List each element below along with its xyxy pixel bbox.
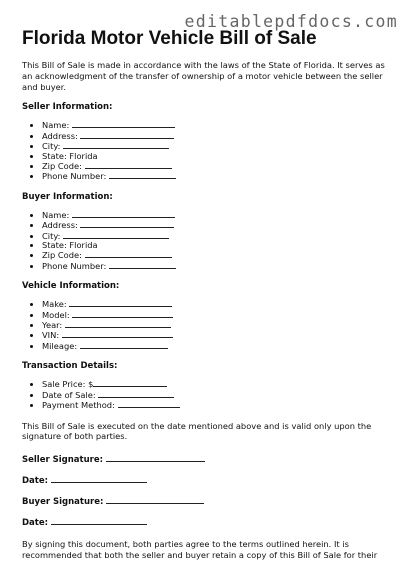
buyer-address-item: • Address:: [42, 220, 394, 230]
seller-date-row: Date:: [22, 475, 394, 487]
buyer-state-item: • State: Florida: [42, 241, 394, 250]
vehicle-vin-line[interactable]: [62, 330, 173, 338]
transaction-section: [22, 361, 394, 410]
seller-date-line[interactable]: [51, 475, 147, 483]
buyer-date-line[interactable]: [51, 517, 147, 525]
buyer-zip-line[interactable]: [85, 250, 172, 258]
sale-date-line[interactable]: [98, 390, 174, 398]
transaction-fields: [22, 379, 394, 410]
buyer-name-item: • Name:: [42, 210, 394, 220]
seller-name-item: • Name:: [42, 120, 394, 130]
document-page: [22, 28, 394, 561]
seller-phone-item: • Phone Number:: [42, 171, 394, 181]
payment-method-item: • Payment Method:: [42, 400, 394, 410]
buyer-section: [22, 192, 394, 271]
seller-name-line[interactable]: [72, 120, 175, 128]
seller-city-line[interactable]: [63, 141, 169, 149]
vehicle-section: [22, 281, 394, 351]
closing-paragraph: By signing this document, both parties agree to the terms outlined herein. It is recommended that both the seller and buyer retain a copy of this Bill of Sale for their: [22, 539, 378, 560]
buyer-name-line[interactable]: [72, 210, 175, 218]
watermark: editablepdfdocs.com: [184, 12, 398, 31]
document-title: Florida Motor Vehicle Bill of Sale: [22, 28, 317, 49]
transaction-heading: Transaction Details:: [22, 361, 118, 372]
seller-city-item: • City:: [42, 141, 394, 151]
vehicle-year-item: • Year:: [42, 320, 394, 330]
sale-price-line[interactable]: [93, 379, 167, 387]
seller-address-item: • Address:: [42, 131, 394, 141]
seller-fields: [22, 120, 394, 181]
seller-zip-item: • Zip Code:: [42, 161, 394, 171]
seller-address-line[interactable]: [80, 131, 174, 139]
vehicle-mileage-item: • Mileage:: [42, 341, 394, 351]
vehicle-year-line[interactable]: [65, 320, 171, 328]
buyer-phone-item: • Phone Number:: [42, 261, 394, 271]
intro-paragraph: This Bill of Sale is made in accordance with the laws of the State of Florida. It serves as an acknowledgment of the transfer of ownership of a motor vehicle between the seller and buyer.: [22, 60, 385, 92]
vehicle-mileage-line[interactable]: [80, 341, 168, 349]
buyer-heading: Buyer Information:: [22, 191, 113, 202]
vehicle-fields: [22, 299, 394, 351]
seller-section: [22, 102, 394, 181]
vehicle-vin-item: • VIN:: [42, 330, 394, 340]
buyer-date-row: Date:: [22, 517, 394, 529]
payment-method-line[interactable]: [118, 400, 180, 408]
buyer-signature-row: Buyer Signature:: [22, 496, 394, 508]
seller-state-item: • State: Florida: [42, 152, 394, 161]
vehicle-make-item: • Make:: [42, 299, 394, 309]
buyer-city-item: • City:: [42, 231, 394, 241]
sale-price-item: • Sale Price: $: [42, 379, 394, 389]
vehicle-model-line[interactable]: [72, 310, 173, 318]
buyer-city-line[interactable]: [63, 231, 169, 239]
vehicle-heading: Vehicle Information:: [22, 281, 120, 292]
seller-heading: Seller Information:: [22, 102, 113, 113]
seller-signature-row: Seller Signature:: [22, 454, 394, 466]
executed-paragraph: This Bill of Sale is executed on the date mentioned above and is valid only upon the signature of both parties.: [22, 420, 372, 442]
seller-signature-line[interactable]: [106, 454, 205, 462]
buyer-fields: [22, 210, 394, 271]
seller-zip-line[interactable]: [85, 161, 172, 169]
sale-date-item: • Date of Sale:: [42, 390, 394, 400]
buyer-zip-item: • Zip Code:: [42, 250, 394, 260]
seller-phone-line[interactable]: [109, 171, 176, 179]
vehicle-model-item: • Model:: [42, 310, 394, 320]
buyer-address-line[interactable]: [80, 220, 174, 228]
vehicle-make-line[interactable]: [69, 299, 172, 307]
buyer-signature-line[interactable]: [106, 496, 204, 504]
buyer-phone-line[interactable]: [109, 261, 176, 269]
